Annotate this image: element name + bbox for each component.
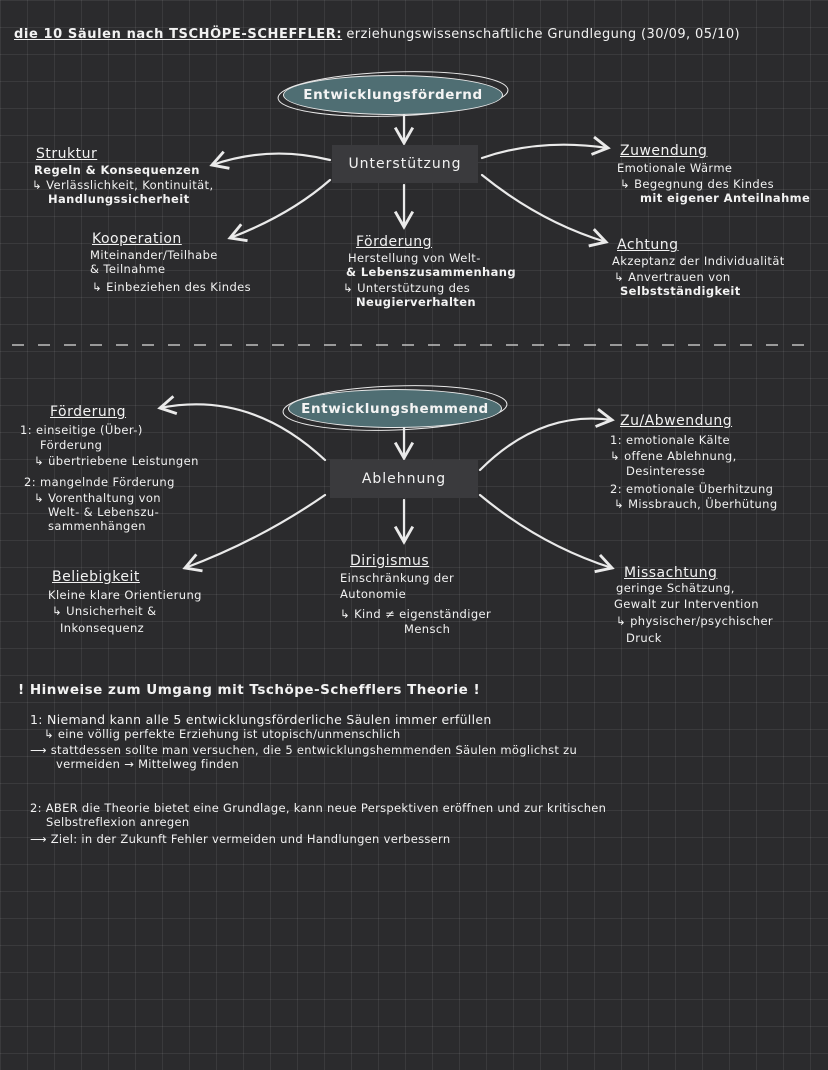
dirigismus-line1: Einschränkung der: [340, 571, 455, 585]
arrow-to-struktur: [212, 154, 330, 165]
hints-heading: ! Hinweise zum Umgang mit Tschöpe-Schefflers Theorie !: [18, 682, 481, 698]
title-underlined: die 10 Säulen nach TSCHÖPE-SCHEFFLER:: [14, 27, 343, 42]
struktur-line2: ↳ Verlässlichkeit, Kontinuität,: [32, 178, 214, 192]
hint-2: 2: ABER die Theorie bietet eine Grundlage, kann neue Perspektiven eröffnen und zur kritischen: [30, 801, 607, 815]
struktur-line1: Regeln & Konsequenzen: [34, 163, 200, 177]
hint-1a: ↳ eine völlig perfekte Erziehung ist utopisch/unmenschlich: [44, 727, 401, 741]
box-unterstuetzung: Unterstützung: [332, 145, 478, 183]
struktur-line3: Handlungssicherheit: [48, 192, 190, 206]
hint-1c: vermeiden → Mittelweg finden: [56, 757, 239, 771]
missachtung-line3: ↳ physischer/psychischer: [616, 614, 774, 628]
foerderung-bottom-line3: ↳ übertriebene Leistungen: [34, 454, 199, 468]
beliebigkeit-line3: Inkonsequenz: [60, 621, 145, 635]
achtung-line3: Selbstständigkeit: [620, 284, 741, 298]
beliebigkeit-line2: ↳ Unsicherheit &: [52, 604, 157, 618]
foerderung-top-heading: Förderung: [356, 234, 433, 250]
foerderung-bottom-heading: Förderung: [50, 404, 127, 420]
oval-entwicklungsfoerdernd: Entwicklungsfördernd: [283, 75, 503, 115]
abwendung-line1: 1: emotionale Kälte: [610, 433, 730, 447]
hint-1b: ⟶ stattdessen sollte man versuchen, die 5 entwicklungshemmenden Säulen möglichst zu: [30, 743, 578, 757]
achtung-heading: Achtung: [617, 237, 679, 253]
oval-entwicklungshemmend: Entwicklungshemmend: [288, 389, 502, 428]
beliebigkeit-heading: Beliebigkeit: [52, 569, 140, 585]
arrow-to-beliebigkeit: [185, 495, 325, 568]
arrow-to-achtung: [482, 175, 606, 242]
box-ablehnung: Ablehnung: [330, 460, 478, 498]
abwendung-line3: Desinteresse: [626, 464, 706, 478]
zuwendung-line2: ↳ Begegnung des Kindes: [620, 177, 774, 191]
foerderung-bottom-line6: Welt- & Lebenszu-: [48, 505, 160, 519]
struktur-heading: Struktur: [36, 146, 98, 162]
foerderung-top-line4: Neugierverhalten: [356, 295, 476, 309]
arrow-to-missachtung: [480, 495, 612, 568]
foerderung-bottom-line5: ↳ Vorenthaltung von: [34, 491, 161, 505]
abwendung-heading: Zu/Abwendung: [620, 413, 733, 429]
foerderung-top-line3: ↳ Unterstützung des: [343, 281, 471, 295]
zuwendung-line1: Emotionale Wärme: [617, 161, 733, 175]
kooperation-line1: Miteinander/Teilhabe: [90, 248, 218, 262]
kooperation-line3: ↳ Einbeziehen des Kindes: [92, 280, 252, 294]
kooperation-line2: & Teilnahme: [90, 262, 166, 276]
achtung-line1: Akzeptanz der Individualität: [612, 254, 785, 268]
abwendung-line4: 2: emotionale Überhitzung: [610, 482, 774, 496]
missachtung-heading: Missachtung: [624, 565, 718, 581]
foerderung-bottom-line4: 2: mangelnde Förderung: [24, 475, 175, 489]
hint-1: 1: Niemand kann alle 5 entwicklungsförderliche Säulen immer erfüllen: [30, 712, 492, 727]
dirigismus-line3: ↳ Kind ≠ eigenständiger: [340, 607, 492, 621]
missachtung-line4: Druck: [626, 631, 662, 645]
hint-2b: ⟶ Ziel: in der Zukunft Fehler vermeiden und Handlungen verbessern: [30, 832, 451, 846]
title-rest: erziehungswissenschaftliche Grundlegung (30/09, 05/10): [346, 27, 740, 42]
dirigismus-heading: Dirigismus: [350, 553, 430, 569]
missachtung-line1: geringe Schätzung,: [616, 581, 735, 595]
hint-2a: Selbstreflexion anregen: [46, 815, 190, 829]
foerderung-bottom-line2: Förderung: [40, 438, 103, 452]
arrow-to-kooperation: [230, 180, 330, 238]
foerderung-bottom-line7: sammenhängen: [48, 519, 146, 533]
foerderung-bottom-line1: 1: einseitige (Über-): [20, 423, 143, 437]
abwendung-line2: ↳ offene Ablehnung,: [610, 449, 737, 463]
arrow-to-zuwendung: [482, 145, 608, 158]
foerderung-top-line1: Herstellung von Welt-: [348, 251, 481, 265]
dirigismus-line2: Autonomie: [340, 587, 407, 601]
foerderung-top-line2: & Lebenszusammenhang: [346, 265, 517, 279]
kooperation-heading: Kooperation: [92, 231, 182, 247]
beliebigkeit-line1: Kleine klare Orientierung: [48, 588, 202, 602]
page-title: [14, 28, 740, 43]
zuwendung-heading: Zuwendung: [620, 143, 708, 159]
missachtung-line2: Gewalt zur Intervention: [614, 597, 759, 611]
zuwendung-line3: mit eigener Anteilnahme: [640, 191, 811, 205]
achtung-line2: ↳ Anvertrauen von: [614, 270, 731, 284]
arrow-to-abwendung: [480, 419, 612, 470]
dirigismus-line4: Mensch: [404, 622, 451, 636]
abwendung-line5: ↳ Missbrauch, Überhütung: [614, 497, 778, 511]
